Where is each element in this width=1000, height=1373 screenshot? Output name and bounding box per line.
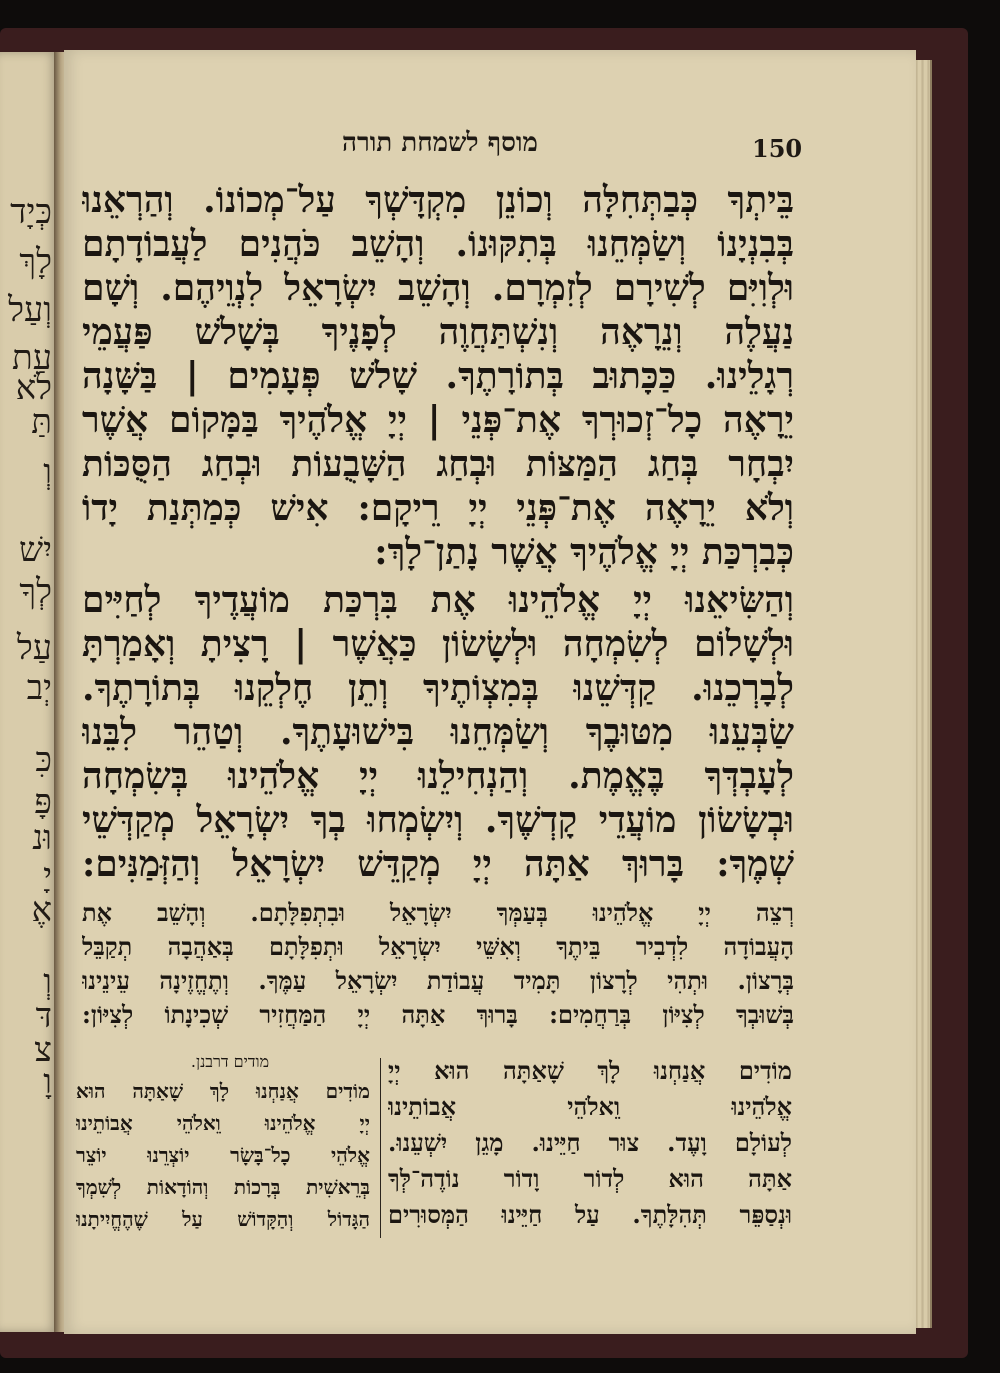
- left-page-fragment: וְ: [43, 452, 52, 492]
- left-page-fragment: וּנ: [32, 818, 52, 858]
- left-page-fragment: כְּיָד: [10, 192, 52, 232]
- left-page-fragment: פָּ: [34, 782, 52, 822]
- left-page-fragment: יְב: [26, 668, 52, 708]
- modim-line: אַתָּה הוּא לְדוֹר וָדוֹר נוֹדֶה־לְּךָ: [388, 1164, 792, 1193]
- retzeh-line: בְּרָצוֹן. וּתְהִי לְרָצוֹן תָּמִיד עֲבוֹדַת יִשְׂרָאֵל עַמֶּךָ. וְתֶחֱזֶינָה עֵינֵינוּ: [82, 966, 794, 995]
- left-page-fragment: כִּ: [35, 740, 52, 780]
- body-line: יֵרָאֶה כָל־זְכוּרְךָ אֶת־פְּנֵי | יְיָ אֱלֹהֶיךָ בַּמָּקוֹם אֲשֶׁר: [82, 400, 794, 441]
- body-line: כְּבִרְכַּת יְיָ אֱלֹהֶיךָ אֲשֶׁר נָתַן־לָךְ:: [374, 532, 794, 573]
- modim-line: וּנְסַפֵּר תְּהִלָּתֶךָ. עַל חַיֵּינוּ הַמְּסוּרִים: [388, 1200, 792, 1229]
- body-line: וּלְשָׁלוֹם לְשִׂמְחָה וּלְשָׂשׂוֹן כַּאֲשֶׁר | רָצִיתָ וְאָמַרְתָּ: [82, 624, 794, 665]
- modim-derabanan-heading: מודים דרבנן.: [190, 1052, 270, 1071]
- left-page-fragment: לְךָ: [19, 572, 52, 612]
- modim-line: לְעוֹלָם וָעֶד. צוּר חַיֵּינוּ. מָגֵן יִשְׁעֵנוּ.: [388, 1128, 792, 1157]
- body-line: שְׁמֶךָ: בָּרוּךְ אַתָּה יְיָ מְקַדֵּשׁ יִשְׂרָאֵל וְהַזְּמַנִּים:: [82, 844, 794, 885]
- modim-derabanan-line: הַגָּדוֹל וְהַקָּדוֹשׁ עַל שֶׁהֶחֱיִיתָנוּ: [76, 1207, 370, 1231]
- body-line: בְּבִנְיָנוֹ וְשַׂמְּחֵנוּ בְּתִקּוּנוֹ. וְהָשֵׁב כֹּהֲנִים לַעֲבוֹדָתָם: [82, 224, 794, 265]
- left-page-fragment: תַּ: [31, 402, 52, 442]
- body-line: יִבְחָר בְּחַג הַמַּצּוֹת וּבְחַג הַשָּׁבֻעוֹת וּבְחַג הַסֻּכּוֹת: [82, 444, 794, 485]
- body-line: וּלְוִיִּם לְשִׁירָם לְזִמְרָם. וְהָשֵׁב יִשְׂרָאֵל לִנְוֵיהֶם. וְשָׁם: [82, 268, 794, 309]
- left-page-fragment: צ: [34, 1030, 52, 1070]
- body-line: נַעֲלֶה וְנֵרָאֶה וְנִשְׁתַּחֲוֶה לְפָנֶיךָ בְּשָׁלשׁ פַּעֲמֵי: [82, 312, 794, 353]
- modim-line: אֱלֹהֵינוּ וֵאלֹהֵי אֲבוֹתֵינוּ: [388, 1092, 792, 1121]
- left-page-fragment: עַל: [16, 628, 52, 668]
- body-line: וּבְשָׂשׂוֹן מוֹעֲדֵי קָדְשֶׁךָ. וְיִשְׂמְחוּ בְךָ יִשְׂרָאֵל מְקַדְּשֵׁי: [82, 800, 794, 841]
- modim-line: מוֹדִים אֲנַחְנוּ לָךְ שָׁאַתָּה הוּא יְיָ: [388, 1056, 792, 1085]
- modim-derabanan-line: בְּרֵאשִׁית בְּרָכוֹת וְהוֹדָאוֹת לְשִׁמְךָ: [76, 1175, 370, 1199]
- page-number: 150: [752, 134, 803, 163]
- left-page-fragment: יָ: [43, 856, 52, 896]
- modim-derabanan-line: מוֹדִים אֲנַחְנוּ לָךְ שָׁאַתָּה הוּא: [76, 1079, 370, 1103]
- retzeh-line: בְּשׁוּבְךָ לְצִיּוֹן בְּרַחֲמִים: בָּרוּךְ אַתָּה יְיָ הַמַּחֲזִיר שְׁכִינָתוֹ לְצִיּוֹן:: [82, 1000, 794, 1029]
- body-line: וְלֹא יֵרָאֶה אֶת־פְּנֵי יְיָ רֵיקָם: אִישׁ כְּמַתְּנַת יָדוֹ: [82, 488, 794, 529]
- retzeh-line: הָעֲבוֹדָה לִדְבִיר בֵּיתֶךָ וְאִשֵּׁי יִשְׂרָאֵל וּתְפִלָּתָם בְּאַהֲבָה תְקַבֵּל: [82, 932, 794, 961]
- body-line: לְעָבְדְּךָ בֶּאֱמֶת. וְהַנְחִילֵנוּ יְיָ אֱלֹהֵינוּ בְּשִׂמְחָה: [82, 756, 794, 797]
- left-page-edge: [0, 52, 58, 1332]
- left-page-fragment: עַת: [12, 338, 52, 378]
- body-line: שַׂבְּעֵנוּ מִטּוּבֶךָ וְשַׂמְּחֵנוּ בִּישׁוּעָתֶךָ. וְטַהֵר לִבֵּנוּ: [82, 712, 794, 753]
- left-page-fragment: וָ: [43, 1062, 52, 1102]
- left-page-fragment: לָךְ: [19, 242, 52, 282]
- body-line: רְגָלֵינוּ. כַּכָּתוּב בְּתוֹרָתֶךָ. שָׁלשׁ פְּעָמִים | בַּשָּׁנָה: [82, 356, 794, 397]
- modim-derabanan-line: אֱלֹהֵי כָל־בָּשָׂר יוֹצְרֵנוּ יוֹצֵר: [76, 1143, 370, 1167]
- left-page-fragment: יִשׁ: [19, 530, 52, 570]
- body-line: וְהַשִּׂיאֵנוּ יְיָ אֱלֹהֵינוּ אֶת בִּרְכַּת מוֹעֲדֶיךָ לְחַיִּים: [82, 580, 794, 621]
- left-page-fragment: דּ: [35, 996, 52, 1036]
- left-page-fragment: וְ: [43, 962, 52, 1002]
- running-head: מוסף לשמחת תורה: [342, 128, 538, 158]
- column-divider: [380, 1058, 381, 1238]
- left-page-fragment: אֶ: [31, 890, 52, 930]
- modim-derabanan-line: יְיָ אֱלֹהֵינוּ וֵאלֹהֵי אֲבוֹתֵינוּ: [76, 1111, 370, 1135]
- left-page-fragment: וְעַל: [8, 290, 52, 330]
- body-line: בֵּיתְךָ כְּבַתְּחִלָּה וְכוֹנֵן מִקְדָּשְׁךָ עַל־מְכוֹנוֹ. וְהַרְאֵנוּ: [82, 180, 794, 221]
- left-page-fragment: לֹא: [15, 368, 52, 408]
- retzeh-line: רְצֵה יְיָ אֱלֹהֵינוּ בְּעַמְּךָ יִשְׂרָאֵל וּבִתְפִלָּתָם. וְהָשֵׁב אֶת: [82, 898, 794, 927]
- body-line: לְבָרְכֵנוּ. קַדְּשֵׁנוּ בְּמִצְוֹתֶיךָ וְתֵן חֶלְקֵנוּ בְּתוֹרָתֶךָ.: [82, 668, 794, 709]
